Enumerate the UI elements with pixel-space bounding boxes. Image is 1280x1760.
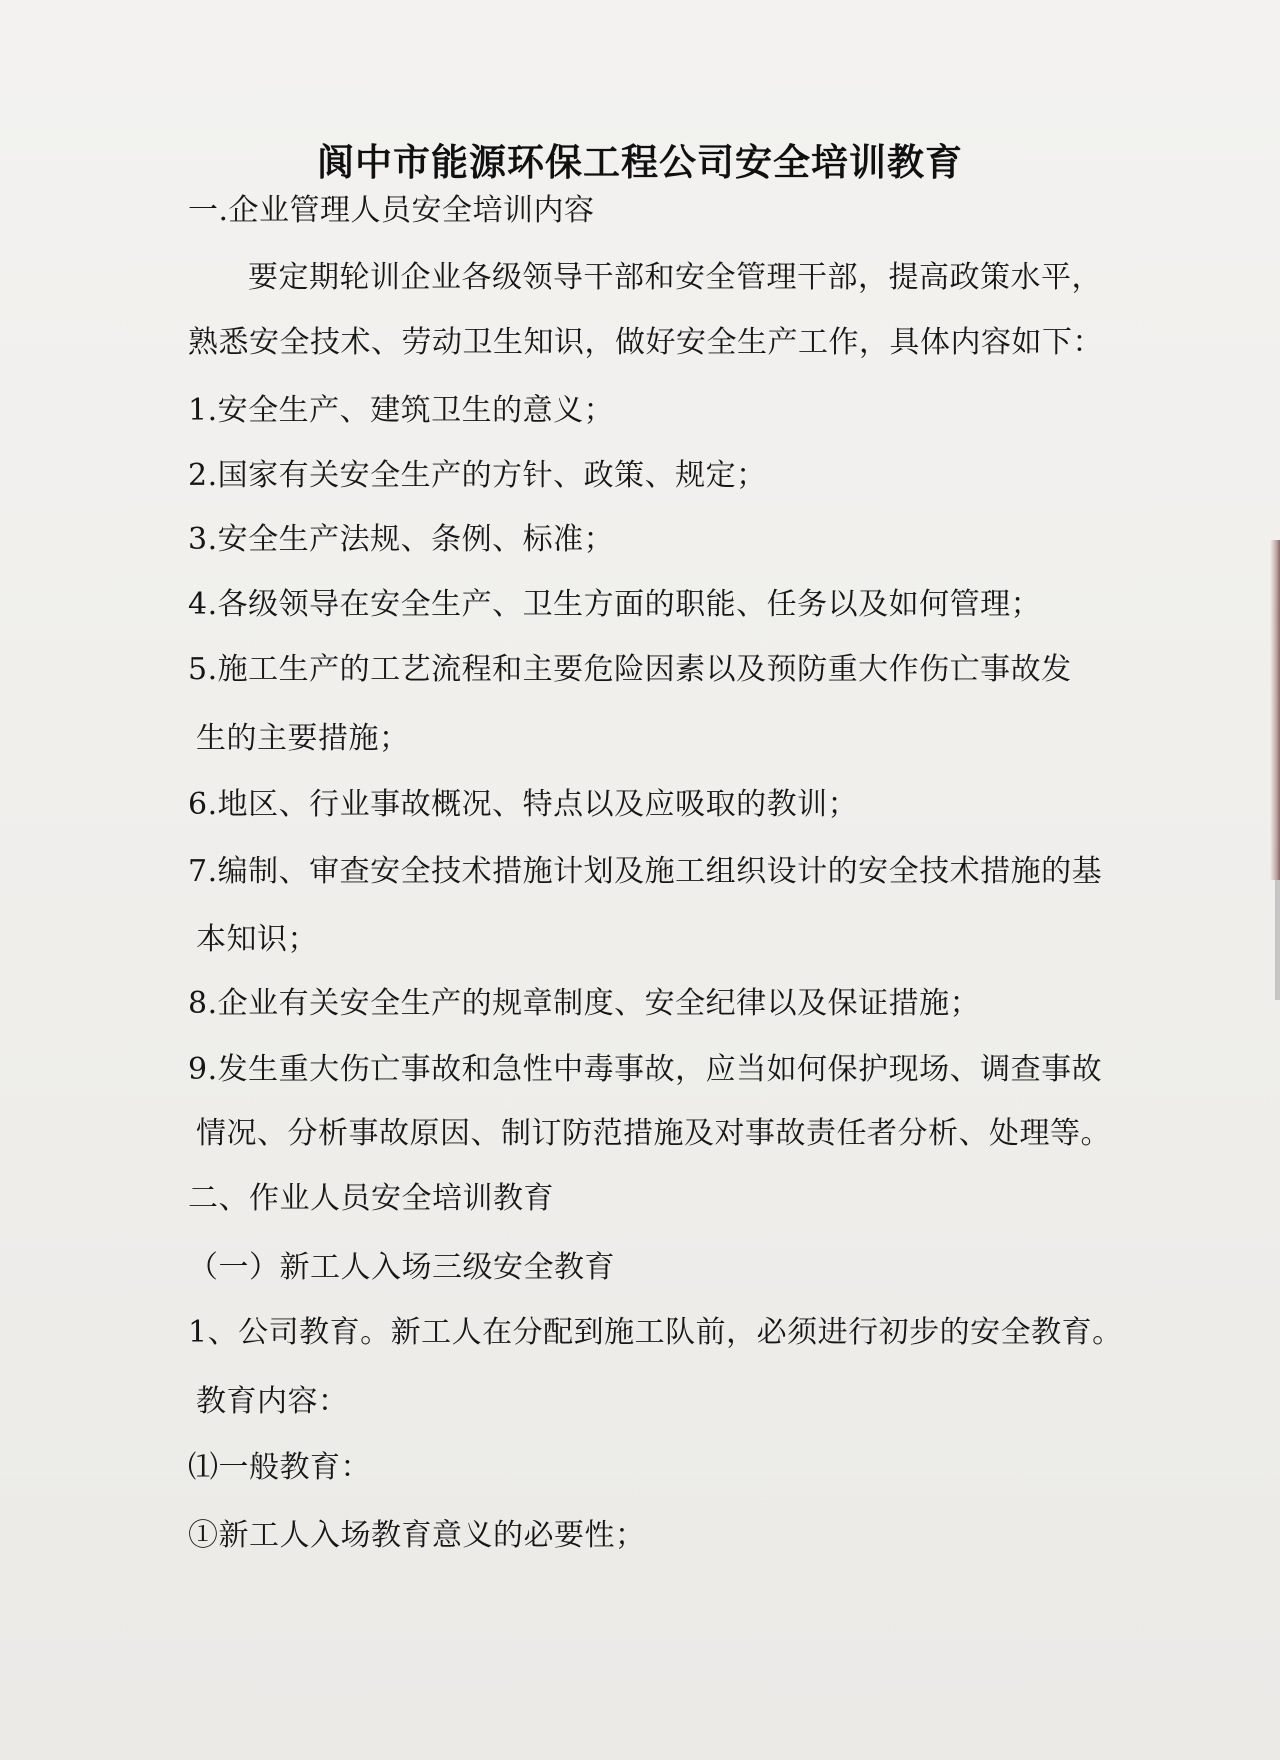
- subsection-heading: （一）新工人入场三级安全教育: [188, 1250, 615, 1285]
- section-heading-1: 一.企业管理人员安全培训内容: [188, 193, 595, 228]
- list-item: 1.安全生产、建筑卫生的意义；: [188, 393, 615, 428]
- scan-edge-mark: [1275, 880, 1280, 1000]
- document-title: 阆中市能源环保工程公司安全培训教育: [317, 141, 963, 184]
- paragraph-line: 熟悉安全技术、劳动卫生知识，做好安全生产工作，具体内容如下：: [188, 325, 1103, 360]
- list-item: 8.企业有关安全生产的规章制度、安全纪律以及保证措施；: [188, 986, 981, 1021]
- list-item-continuation: 本知识；: [196, 922, 318, 957]
- list-item: 6.地区、行业事故概况、特点以及应吸取的教训；: [188, 787, 859, 822]
- paragraph-line: 1、公司教育。新工人在分配到施工队前，必须进行初步的安全教育。: [188, 1315, 1123, 1350]
- list-item: 9.发生重大伤亡事故和急性中毒事故，应当如何保护现场、调查事故: [188, 1052, 1103, 1087]
- paragraph-line: 要定期轮训企业各级领导干部和安全管理干部，提高政策水平，: [248, 260, 1102, 295]
- list-item: 7.编制、审查安全技术措施计划及施工组织设计的安全技术措施的基: [188, 854, 1103, 889]
- list-item: 5.施工生产的工艺流程和主要危险因素以及预防重大作伤亡事故发: [188, 652, 1072, 687]
- scan-edge-shadow: [1270, 540, 1280, 880]
- list-item-continuation: 情况、分析事故原因、制订防范措施及对事故责任者分析、处理等。: [196, 1116, 1111, 1151]
- paragraph-line: 教育内容：: [196, 1384, 349, 1419]
- list-item: ⑴一般教育：: [188, 1450, 371, 1485]
- list-item: 2.国家有关安全生产的方针、政策、规定；: [188, 458, 767, 493]
- list-item-continuation: 生的主要措施；: [196, 721, 410, 756]
- list-item: 3.安全生产法规、条例、标准；: [188, 522, 615, 557]
- section-heading-2: 二、作业人员安全培训教育: [188, 1181, 554, 1216]
- list-item: 4.各级领导在安全生产、卫生方面的职能、任务以及如何管理；: [188, 587, 1042, 622]
- list-item: ①新工人入场教育意义的必要性；: [188, 1518, 646, 1553]
